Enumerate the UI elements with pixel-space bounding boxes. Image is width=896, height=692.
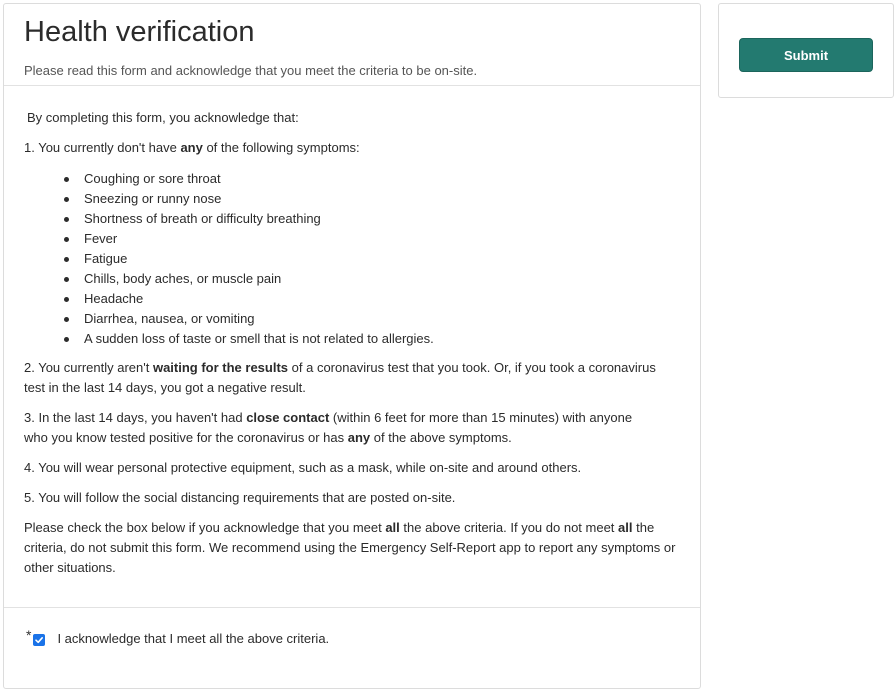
section-divider xyxy=(4,607,700,608)
submit-button[interactable]: Submit xyxy=(739,38,873,72)
criterion-3 xyxy=(24,408,694,448)
criterion-2-text: 2. You currently aren't xyxy=(24,360,153,375)
criterion-2-emphasis: waiting for the results xyxy=(152,360,289,375)
list-item: Fever xyxy=(24,229,434,249)
symptom-list xyxy=(24,169,434,349)
closing-text-mid: the above criteria. If you do not meet xyxy=(399,520,619,535)
criterion-3-text: 3. In the last 14 days, you haven't had xyxy=(24,410,247,425)
form-header xyxy=(4,4,700,86)
health-verification-form xyxy=(3,3,701,689)
criterion-3-line2: who you know tested positive for the coronavirus or has xyxy=(24,430,348,445)
closing-text-end: the xyxy=(632,520,655,535)
closing-emphasis: all xyxy=(385,520,400,535)
criterion-3-emphasis: close contact xyxy=(246,410,330,425)
criterion-3-emphasis-2: any xyxy=(347,430,371,445)
closing-instructions xyxy=(24,518,694,578)
list-item: Shortness of breath or difficulty breathing xyxy=(24,209,434,229)
actions-panel xyxy=(718,3,894,98)
closing-line2: criteria, do not submit this form. We recommend using the Emergency Self-Report app to report any symptoms or xyxy=(24,540,676,555)
criterion-1 xyxy=(24,138,694,158)
criterion-3-line2-end: of the above symptoms. xyxy=(370,430,512,445)
closing-text: Please check the box below if you acknowledge that you meet xyxy=(24,520,386,535)
criterion-3-text-end: (within 6 feet for more than 15 minutes) with anyone xyxy=(329,410,633,425)
criterion-1-text-end: of the following symptoms: xyxy=(202,140,360,155)
criterion-1-text: 1. You currently don't have xyxy=(24,140,181,155)
closing-line3: other situations. xyxy=(24,560,116,575)
criterion-2-text-end: of a coronavirus test that you took. Or, if you took a coronavirus xyxy=(288,360,656,375)
criterion-4: 4. You will wear personal protective equipment, such as a mask, while on-site and around others. xyxy=(24,460,582,475)
list-item: A sudden loss of taste or smell that is not related to allergies. xyxy=(24,329,434,349)
intro-text: By completing this form, you acknowledge that: xyxy=(27,110,299,125)
list-item: Fatigue xyxy=(24,249,434,269)
criterion-5: 5. You will follow the social distancing requirements that are posted on-site. xyxy=(24,490,456,505)
acknowledgement-row xyxy=(26,629,329,649)
criterion-2-line2: test in the last 14 days, you got a negative result. xyxy=(24,380,306,395)
page-subtitle: Please read this form and acknowledge that you meet the criteria to be on-site. xyxy=(24,63,478,78)
required-mark: * xyxy=(26,627,32,643)
acknowledge-label[interactable]: I acknowledge that I meet all the above criteria. xyxy=(57,631,330,646)
list-item: Chills, body aches, or muscle pain xyxy=(24,269,434,289)
list-item: Coughing or sore throat xyxy=(24,169,434,189)
list-item: Sneezing or runny nose xyxy=(24,189,434,209)
criterion-2 xyxy=(24,358,694,398)
criterion-1-emphasis: any xyxy=(180,140,203,155)
checkmark-icon xyxy=(34,635,44,645)
page-title: Health verification xyxy=(24,16,255,48)
list-item: Diarrhea, nausea, or vomiting xyxy=(24,309,434,329)
acknowledge-checkbox[interactable] xyxy=(33,634,45,646)
closing-emphasis-2: all xyxy=(618,520,633,535)
list-item: Headache xyxy=(24,289,434,309)
